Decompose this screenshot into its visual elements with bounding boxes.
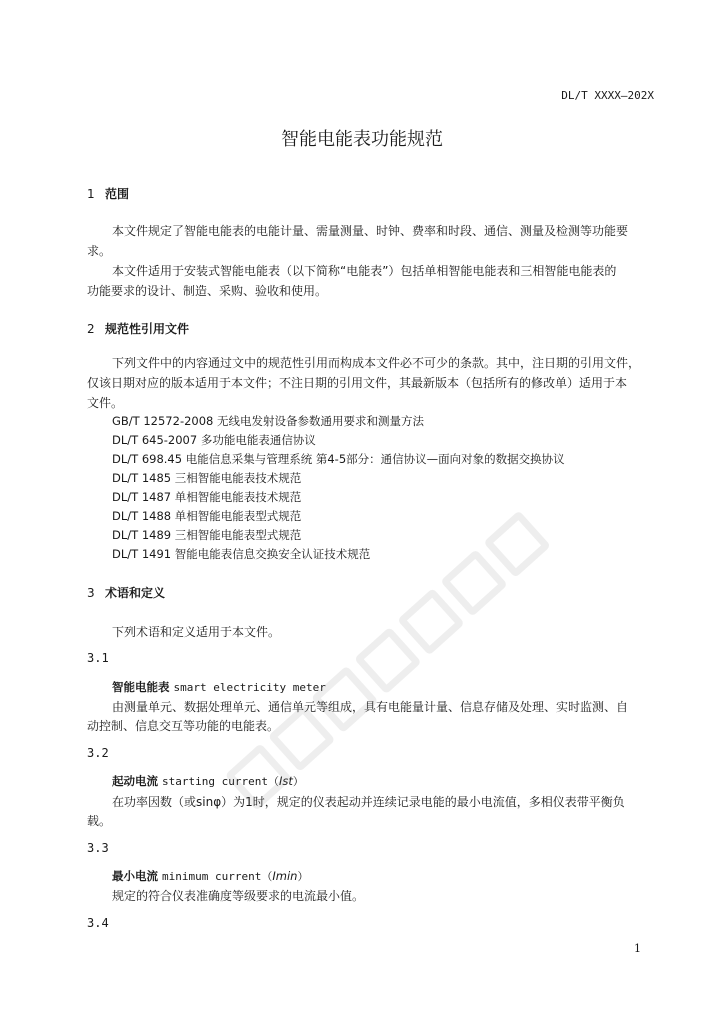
section-1-para-2-line-1: 本文件适用于安装式智能电能表（以下简称“电能表”）包括单相智能电能表和三相智能电能表的 [112,264,617,278]
term-3-1-chinese: 智能电能表 [112,680,170,694]
normative-reference: DL/T 1489 三相智能电能表型式规范 [112,528,302,542]
section-3-title: 术语和定义 [105,586,166,600]
page-number: 1 [634,942,641,955]
normative-reference: DL/T 1491 智能电能表信息交换安全认证技术规范 [112,547,371,561]
section-1-title: 范围 [105,187,130,201]
term-3-3 [112,868,308,884]
section-1-para-1-line-2: 求。 [87,244,112,258]
normative-reference: DL/T 1487 单相智能电能表技术规范 [112,490,302,504]
section-1-number: 1 [87,187,95,201]
normative-reference: GB/T 12572-2008 无线电发射设备参数通用要求和测量方法 [112,414,425,428]
section-3-heading [87,584,165,601]
normative-reference: DL/T 1488 单相智能电能表型式规范 [112,509,302,523]
definition-3-2-line-2: 载。 [87,814,112,828]
section-2-heading [87,320,189,337]
term-3-2-english: starting current [162,775,268,788]
definition-3-1-line-2: 动控制、信息交互等功能的电能表。 [87,719,280,733]
term-3-3-english: minimum current [162,870,262,883]
section-2-para-line-2: 仅该日期对应的版本适用于本文件；不注日期的引用文件，其最新版本（包括所有的修改单）适用于本 [87,376,628,390]
section-1-heading [87,185,129,202]
watermark-glyph [354,627,422,695]
term-3-2-symbol-close: ） [292,775,304,788]
clause-3-2-number: 3.2 [87,746,109,760]
normative-reference: DL/T 1485 三相智能电能表技术规范 [112,471,302,485]
watermark-glyph [397,588,465,656]
clause-3-1-number: 3.1 [87,651,109,665]
section-3-intro: 下列术语和定义适用于本文件。 [112,625,281,639]
definition-3-2-line-1: 在功率因数（或sinφ）为1时，规定的仪表起动并连续记录电能的最小电流值，多相仪表带平衡负 [112,795,625,809]
definition-3-1-line-1: 由测量单元、数据处理单元、通信单元等组成，具有电能量计量、信息存储及处理、实时监测、自 [112,700,629,714]
term-3-2-symbol-open: （ [267,775,279,788]
document-title: 智能电能表功能规范 [281,129,443,150]
clause-3-3-number: 3.3 [87,841,109,855]
watermark-glyph [483,510,551,578]
normative-reference: DL/T 645-2007 多功能电能表通信协议 [112,433,316,447]
document-number: DL/T XXXX—202X [561,89,654,102]
term-3-2 [112,773,304,789]
section-2-para-line-1: 下列文件中的内容通过文中的规范性引用而构成本文件必不可少的条款。其中，注日期的引用文件， [112,356,641,370]
term-3-3-symbol-close: ） [297,870,309,883]
section-2-number: 2 [87,322,95,336]
term-3-3-symbol: Imin [272,869,298,883]
section-2-title: 规范性引用文件 [105,322,190,336]
definition-3-3-line-1: 规定的符合仪表准确度等级要求的电流最小值。 [112,889,365,903]
section-2-para-line-3: 文件。 [87,396,124,410]
clause-3-4-number: 3.4 [87,916,109,930]
section-1-para-2-line-2: 功能要求的设计、制造、采购、验收和使用。 [87,284,328,298]
term-3-3-chinese: 最小电流 [112,869,158,883]
section-1-para-1-line-1: 本文件规定了智能电能表的电能计量、需量测量、时钟、费率和时段、通信、测量及检测等功能要 [112,224,629,238]
term-3-3-symbol-open: （ [261,870,273,883]
normative-reference: DL/T 698.45 电能信息采集与管理系统 第4-5部分：通信协议—面向对象的数据交换协议 [112,452,565,466]
term-3-1-english: smart electricity meter [173,681,326,694]
watermark-glyph [440,549,508,617]
term-3-2-symbol: Ist [278,774,293,788]
term-3-1 [112,679,326,695]
section-3-number: 3 [87,586,95,600]
term-3-2-chinese: 起动电流 [112,774,158,788]
